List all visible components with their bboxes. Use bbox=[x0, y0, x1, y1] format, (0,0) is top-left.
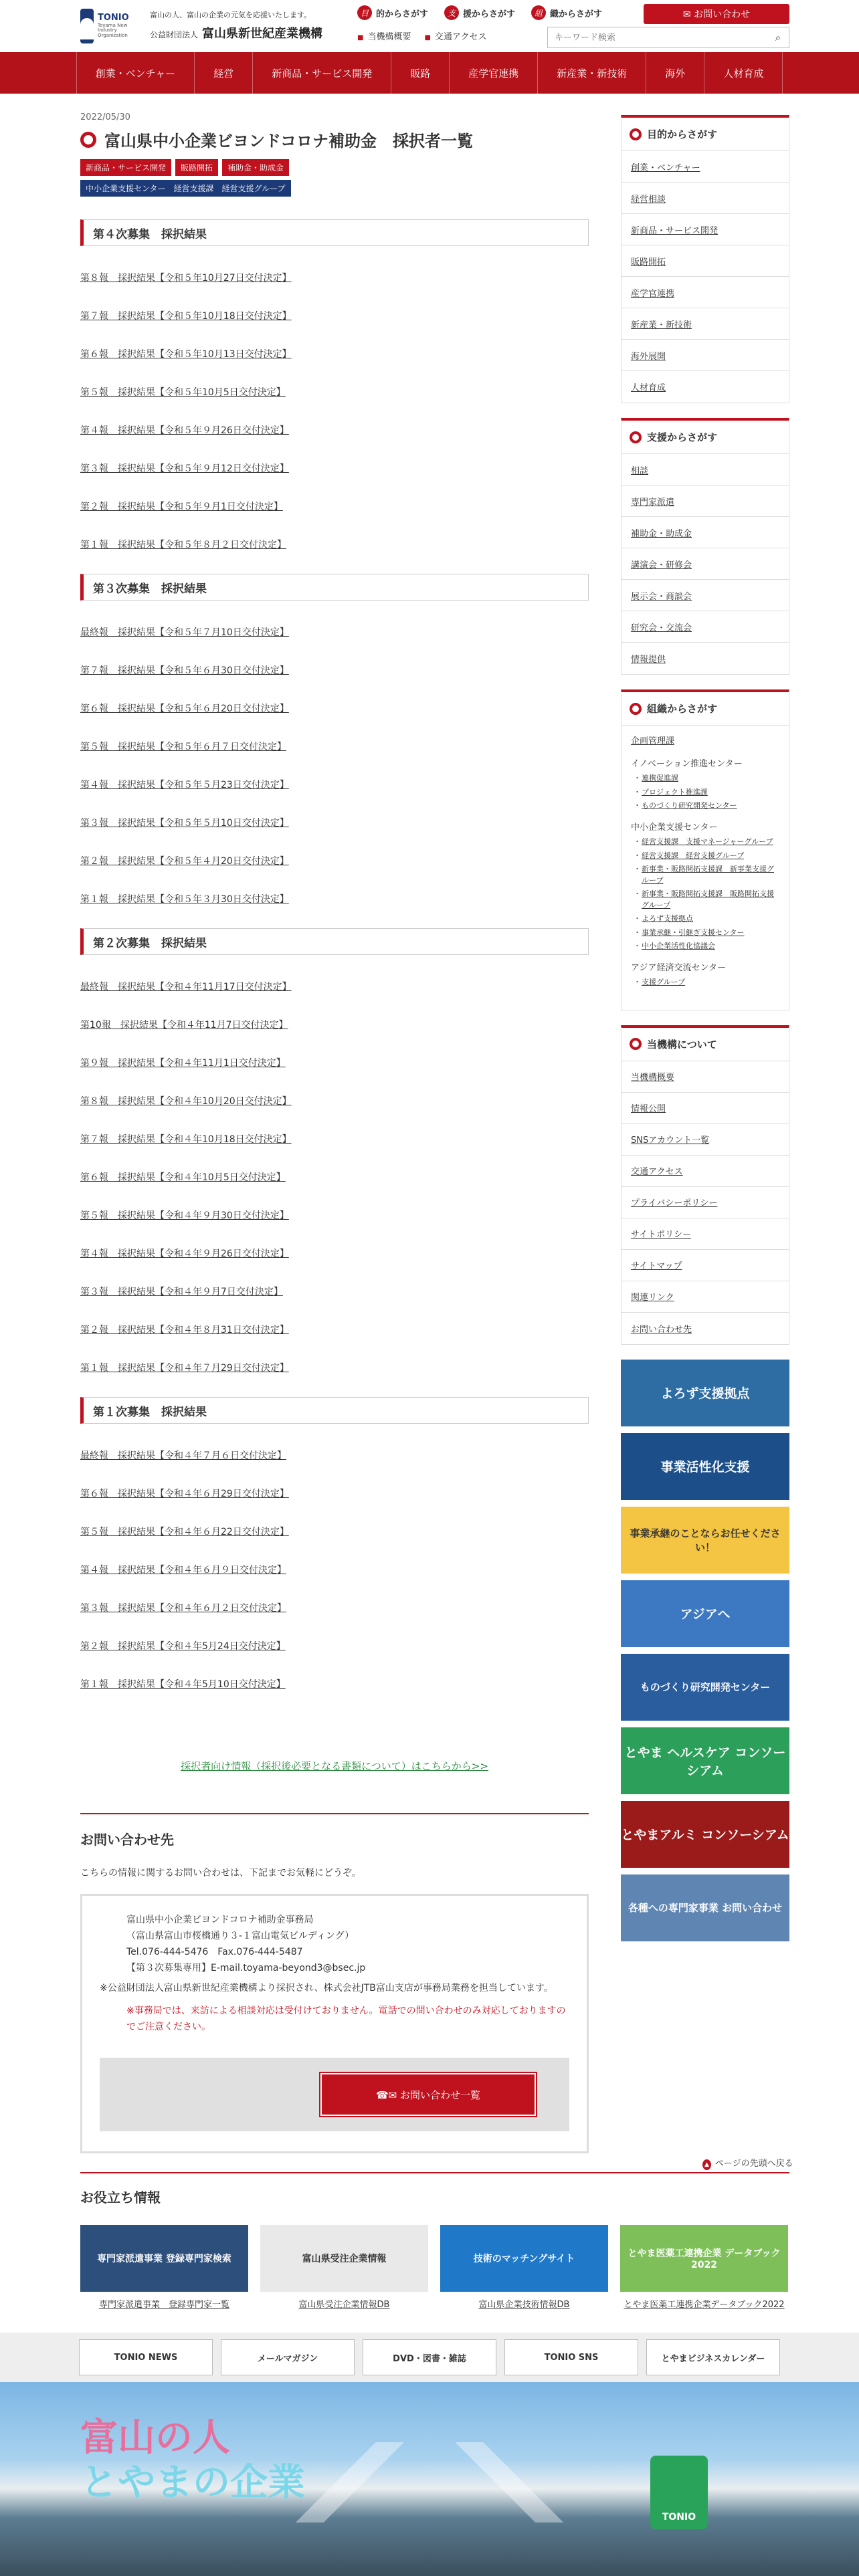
tagline: 富山の人、富山の企業の元気を応援いたします。 bbox=[150, 11, 312, 19]
main-content bbox=[80, 112, 589, 2153]
banner-yorozu[interactable]: よろず支援拠点 bbox=[621, 1360, 789, 1426]
tag[interactable]: 新商品・サービス開発 bbox=[80, 159, 171, 176]
sidebar-banners bbox=[621, 1360, 789, 1941]
org-tree bbox=[622, 726, 789, 1010]
useful-card-image: 専門家派遣事業 登録専門家検索 bbox=[80, 2225, 248, 2292]
result-link[interactable]: 第２報 採択結果【令和５年９月1日交付決定】 bbox=[80, 502, 283, 512]
post-date: 2022/05/30 bbox=[80, 112, 130, 122]
sidebar-link[interactable]: 研究会・交流会 bbox=[631, 623, 692, 633]
useful-card-caption[interactable]: とやま医薬工連携企業データブック2022 bbox=[624, 2300, 785, 2310]
footer-slogan: 富山の人 とやまの企業 bbox=[80, 2416, 305, 2505]
banner-business-calendar[interactable]: とやまビジネスカレンダー bbox=[646, 2339, 780, 2375]
gnav-sales[interactable]: 販路 bbox=[391, 52, 449, 94]
inquiry-button-area bbox=[100, 2058, 569, 2131]
sidebar-support bbox=[621, 418, 789, 675]
section-heading: 第１次募集 採択結果 bbox=[80, 1397, 589, 1424]
sidebar-item bbox=[622, 1281, 789, 1313]
inquiry-list-button[interactable]: ☎✉ お問い合わせ一覧 bbox=[320, 2073, 536, 2116]
sidebar-link[interactable]: 当機構概要 bbox=[631, 1073, 675, 1083]
tag[interactable]: 販路開拓 bbox=[175, 159, 218, 176]
list-item bbox=[80, 423, 589, 437]
bottom-banner-strip bbox=[0, 2333, 859, 2382]
useful-cards bbox=[80, 2225, 789, 2310]
sidebar-link[interactable]: 補助金・助成金 bbox=[631, 528, 692, 539]
banner-mail-magazine[interactable]: メールマガジン bbox=[221, 2339, 355, 2375]
useful-card-image: 技術のマッチングサイト bbox=[440, 2225, 608, 2292]
gnav-new-industry[interactable]: 新産業・新技術 bbox=[537, 52, 646, 94]
list-item bbox=[80, 740, 589, 753]
result-link[interactable]: 第４報 採択結果【令和４年９月26日交付決定】 bbox=[80, 1249, 289, 1259]
sidebar-item bbox=[622, 1187, 789, 1218]
org-sub-link[interactable]: ものづくり研究開発センター bbox=[642, 801, 737, 810]
list-item bbox=[80, 1170, 589, 1184]
search-box bbox=[547, 27, 789, 48]
result-link[interactable]: 第１報 採択結果【令和５年３月30日交付決定】 bbox=[80, 894, 289, 905]
back-to-top-link[interactable]: ▲ ページの先頭へ戻る bbox=[702, 2156, 793, 2169]
result-link[interactable]: 第４報 採択結果【令和５年９月26日交付決定】 bbox=[80, 425, 289, 436]
useful-card[interactable] bbox=[620, 2225, 788, 2310]
list-item bbox=[80, 1132, 589, 1146]
inquiry-warning: ※事務局では、来訪による相談対応は受付けておりません。電話での問い合わせのみ対応しておりますのでご注意ください。 bbox=[126, 2006, 566, 2032]
list-item bbox=[80, 1639, 589, 1652]
page-title: 富山県中小企業ビヨンドコロナ補助金 採択者一覧 bbox=[80, 128, 589, 151]
banner-aluminum[interactable]: とやまアルミ コンソーシアム bbox=[621, 1801, 789, 1868]
tag-list bbox=[80, 159, 321, 197]
list-item bbox=[80, 1056, 589, 1069]
sidebar-link[interactable]: 情報提供 bbox=[631, 655, 666, 665]
search-by-nav bbox=[357, 5, 603, 20]
list-item bbox=[80, 347, 589, 360]
useful-card[interactable] bbox=[80, 2225, 248, 2310]
result-link[interactable]: 第２報 採択結果【令和４年5月24日交付決定】 bbox=[80, 1641, 286, 1652]
sidebar-item bbox=[622, 1124, 789, 1156]
list-item bbox=[80, 538, 589, 551]
sidebar-link[interactable]: 販路開拓 bbox=[631, 257, 666, 267]
office-name: 富山県中小企業ビヨンドコロナ補助金事務局 bbox=[126, 1915, 314, 1925]
result-link[interactable]: 第４報 採択結果【令和４年６月９日交付決定】 bbox=[80, 1565, 286, 1576]
banner-tonio-sns[interactable]: TONIO SNS bbox=[504, 2339, 638, 2375]
list-item bbox=[80, 854, 589, 867]
result-list bbox=[80, 1448, 589, 1691]
sidebar-link[interactable]: 専門家派遣 bbox=[631, 497, 675, 508]
org-sub-link[interactable]: 新事業・販路開拓支援課 新事業支援グループ bbox=[642, 865, 774, 885]
sidebar-about bbox=[621, 1025, 789, 1345]
result-link[interactable]: 第１報 採択結果【令和４年７月29日交付決定】 bbox=[80, 1363, 289, 1374]
list-item bbox=[80, 1525, 589, 1538]
banner-dvd-books[interactable]: DVD・図書・雑誌 bbox=[363, 2339, 496, 2375]
list-item bbox=[80, 385, 589, 399]
office-email: 【第３次募集専用】E-mail.toyama-beyond3@bsec.jp bbox=[126, 1963, 366, 1973]
list-item bbox=[80, 816, 589, 829]
result-link[interactable]: 第５報 採択結果【令和５年６月７日交付決定】 bbox=[80, 742, 286, 752]
result-link[interactable]: 最終報 採択結果【令和４年７月６日交付決定】 bbox=[80, 1451, 286, 1461]
sidebar-item bbox=[622, 1313, 789, 1344]
search-icon[interactable]: ⌕ bbox=[775, 31, 781, 43]
sidebar-link[interactable]: 海外展開 bbox=[631, 351, 666, 362]
sidebar-link[interactable]: 相談 bbox=[631, 465, 649, 476]
inquiry-title: お問い合わせ先 bbox=[80, 1832, 174, 1848]
search-by-support-link[interactable]: 支 援からさがす bbox=[444, 5, 516, 20]
sidebar-item bbox=[622, 517, 789, 548]
result-link[interactable]: 最終報 採択結果【令和５年７月10日交付決定】 bbox=[80, 627, 289, 638]
result-link[interactable]: 第５報 採択結果【令和５年10月5日交付決定】 bbox=[80, 387, 286, 398]
sidebar-link[interactable]: サイトマップ bbox=[631, 1261, 682, 1271]
result-link[interactable]: 第６報 採択結果【令和５年10月13日交付決定】 bbox=[80, 349, 292, 360]
gnav-management[interactable]: 経営 bbox=[194, 52, 252, 94]
sidebar-link[interactable]: 情報公開 bbox=[631, 1104, 666, 1114]
list-item bbox=[80, 461, 589, 475]
tag[interactable]: 補助金・助成金 bbox=[222, 159, 289, 176]
access-link[interactable]: ■ 交通アクセス bbox=[424, 29, 486, 42]
result-link[interactable]: 第２報 採択結果【令和５年４月20日交付決定】 bbox=[80, 856, 289, 867]
result-link[interactable]: 第７報 採択結果【令和４年10月18日交付決定】 bbox=[80, 1134, 292, 1145]
sidebar bbox=[621, 115, 789, 1948]
sidebar-link[interactable]: 人材育成 bbox=[631, 383, 666, 393]
search-by-org-link[interactable]: 組 織からさがす bbox=[531, 5, 603, 20]
list-item bbox=[80, 625, 589, 639]
useful-card-image: とやま医薬工連携企業 データブック2022 bbox=[620, 2225, 788, 2292]
sidebar-item bbox=[622, 643, 789, 674]
list-item bbox=[80, 500, 589, 513]
search-input[interactable] bbox=[548, 27, 767, 47]
gnav-overseas[interactable]: 海外 bbox=[646, 52, 704, 94]
sidebar-link[interactable]: 講演会・研修会 bbox=[631, 560, 692, 570]
sidebar-link[interactable]: お問い合わせ先 bbox=[631, 1324, 692, 1335]
list-item bbox=[80, 1487, 589, 1500]
sidebar-item bbox=[622, 580, 789, 611]
result-link[interactable]: 第６報 採択結果【令和５年６月20日交付決定】 bbox=[80, 704, 289, 714]
adopter-info bbox=[80, 1759, 589, 1773]
contact-button[interactable]: ✉ お問い合わせ bbox=[644, 4, 789, 24]
sidebar-item bbox=[622, 277, 789, 308]
org-sub-link[interactable]: 経営支援課 支援マネージャーグループ bbox=[642, 837, 773, 846]
sidebar-item bbox=[622, 1093, 789, 1124]
org-link[interactable]: 企画管理課 bbox=[631, 736, 675, 746]
inquiry-section bbox=[80, 1813, 589, 2153]
list-item bbox=[80, 1208, 589, 1222]
result-link[interactable]: 第８報 採択結果【令和４年10月20日交付決定】 bbox=[80, 1096, 292, 1107]
list-item bbox=[80, 1563, 589, 1576]
useful-card[interactable] bbox=[440, 2225, 608, 2310]
global-nav bbox=[0, 52, 859, 94]
org-sub-link[interactable]: プロジェクト推進課 bbox=[642, 787, 708, 796]
header-links bbox=[357, 29, 487, 42]
result-link[interactable]: 第９報 採択結果【令和４年11月1日交付決定】 bbox=[80, 1058, 286, 1069]
sidebar-link[interactable]: 経営相談 bbox=[631, 194, 666, 205]
result-link[interactable]: 第３報 採択結果【令和４年６月２日交付決定】 bbox=[80, 1603, 286, 1614]
sidebar-link[interactable]: 関連リンク bbox=[631, 1293, 674, 1303]
sidebar-heading: 支援からさがす bbox=[622, 421, 789, 454]
banner-healthcare[interactable]: とやま ヘルスケア コンソーシアム bbox=[621, 1727, 789, 1794]
sidebar-link[interactable]: 新商品・サービス開発 bbox=[631, 225, 719, 236]
org-group bbox=[631, 821, 779, 952]
sidebar-item bbox=[622, 1218, 789, 1250]
banner-tonio-news[interactable]: TONIO NEWS bbox=[79, 2339, 213, 2375]
org-group bbox=[631, 962, 779, 988]
purpose-icon: 目 bbox=[357, 5, 372, 20]
section-heading: 第４次募集 採択結果 bbox=[80, 219, 589, 246]
result-link[interactable]: 第４報 採択結果【令和５年５月23日交付決定】 bbox=[80, 780, 289, 790]
banner-expert-inquiry[interactable]: 各種への専門家事業 お問い合わせ bbox=[621, 1874, 789, 1941]
org-group bbox=[631, 758, 779, 812]
useful-card-image: 富山県受注企業情報 bbox=[260, 2225, 428, 2292]
org-sub-link[interactable]: 支援グループ bbox=[642, 978, 686, 986]
site-header bbox=[0, 0, 859, 52]
result-link[interactable]: 第５報 採択結果【令和４年９月30日交付決定】 bbox=[80, 1210, 289, 1221]
site-logo[interactable] bbox=[80, 5, 142, 47]
tag[interactable]: 中小企業支援センター 経営支援課 経営支援グループ bbox=[80, 180, 291, 197]
list-item bbox=[80, 1677, 589, 1691]
org-sub-link[interactable]: 新事業・販路開拓支援課 販路開拓支援グループ bbox=[642, 889, 774, 909]
sidebar-item bbox=[622, 214, 789, 245]
sidebar-item bbox=[622, 1250, 789, 1281]
search-by-purpose-link[interactable]: 目 的からさがす bbox=[357, 5, 430, 20]
org-sub-link[interactable]: 経営支援課 経営支援グループ bbox=[642, 851, 745, 860]
result-list bbox=[80, 271, 589, 551]
banner-succession[interactable]: 事業承継のことならお任せください！ bbox=[621, 1507, 789, 1574]
sidebar-heading: 組織からさがす bbox=[622, 692, 789, 726]
list-item bbox=[80, 778, 589, 791]
list-item bbox=[80, 271, 589, 284]
logo-text: TONIO Toyama New Industry Organization bbox=[98, 13, 129, 38]
sidebar-item bbox=[622, 245, 789, 277]
contact-lines bbox=[100, 1912, 569, 1976]
sidebar-item bbox=[622, 183, 789, 214]
sidebar-link[interactable]: 交通アクセス bbox=[631, 1167, 683, 1177]
office-address: （富山県富山市桜橋通り３-１富山電気ビルディング） bbox=[126, 1931, 355, 1941]
list-item bbox=[80, 1448, 589, 1462]
gnav-startup[interactable]: 創業・ベンチャー bbox=[76, 52, 195, 94]
inquiry-lead: こちらの情報に関するお問い合わせは、下記までお気軽にどうぞ。 bbox=[80, 1868, 361, 1879]
useful-card-caption[interactable]: 富山県企業技術情報DB bbox=[478, 2300, 570, 2310]
gnav-product-dev[interactable]: 新商品・サービス開発 bbox=[252, 52, 391, 94]
result-link[interactable]: 第３報 採択結果【令和４年９月7日交付決定】 bbox=[80, 1287, 283, 1297]
result-link[interactable]: 第５報 採択結果【令和４年６月22日交付決定】 bbox=[80, 1527, 289, 1537]
useful-card-caption[interactable]: 専門家派遣事業 登録専門家一覧 bbox=[98, 2300, 229, 2310]
sidebar-item bbox=[622, 308, 789, 340]
banner-monozukuri[interactable]: ものづくり研究開発センター bbox=[621, 1654, 789, 1721]
result-link[interactable]: 第２報 採択結果【令和４年８月31日交付決定】 bbox=[80, 1325, 289, 1335]
list-item bbox=[80, 892, 589, 905]
banner-asia[interactable]: アジアへ bbox=[621, 1580, 789, 1647]
sidebar-item bbox=[622, 151, 789, 183]
sidebar-link[interactable]: サイトポリシー bbox=[631, 1230, 692, 1240]
sidebar-link[interactable]: 産学官連携 bbox=[631, 288, 675, 299]
list-item bbox=[80, 702, 589, 715]
list-item bbox=[80, 980, 589, 993]
org-group-name: イノベーション推進センター bbox=[631, 758, 743, 769]
org-name[interactable]: 公益財団法人 富山県新世紀産業機構 bbox=[150, 27, 323, 41]
org-sub-link[interactable]: 連携促進課 bbox=[642, 774, 678, 782]
list-item bbox=[80, 1285, 589, 1298]
adopter-info-link[interactable]: 採択者向け情報（採択後必要となる書類について）はこちらから>> bbox=[181, 1760, 488, 1772]
result-link[interactable]: 第８報 採択結果【令和５年10月27日交付決定】 bbox=[80, 273, 292, 284]
sidebar-org bbox=[621, 689, 789, 1010]
org-sub-link[interactable]: よろず支援拠点 bbox=[642, 914, 693, 923]
result-list bbox=[80, 625, 589, 905]
result-link[interactable]: 第６報 採択結果【令和４年６月29日交付決定】 bbox=[80, 1489, 289, 1499]
list-item bbox=[80, 1323, 589, 1336]
sidebar-purpose bbox=[621, 115, 789, 403]
result-link[interactable]: 第７報 採択結果【令和５年10月18日交付決定】 bbox=[80, 311, 292, 322]
result-link[interactable]: 第７報 採択結果【令和５年６月30日交付決定】 bbox=[80, 665, 289, 676]
gnav-hr[interactable]: 人材育成 bbox=[704, 52, 783, 94]
sidebar-item bbox=[622, 454, 789, 486]
list-item bbox=[80, 1018, 589, 1031]
result-link[interactable]: 第１報 採択結果【令和４年5月10日交付決定】 bbox=[80, 1679, 286, 1690]
footer-visual bbox=[0, 2382, 859, 2576]
section-heading: 第３次募集 採択結果 bbox=[80, 574, 589, 601]
result-link[interactable]: 第６報 採択結果【令和４年10月5日交付決定】 bbox=[80, 1172, 286, 1183]
sidebar-link[interactable]: 創業・ベンチャー bbox=[631, 163, 700, 173]
result-link[interactable]: 第10報 採択結果【令和４年11月7日交付決定】 bbox=[80, 1020, 288, 1031]
sidebar-link[interactable]: 新産業・新技術 bbox=[631, 320, 692, 330]
useful-card[interactable] bbox=[260, 2225, 428, 2310]
section-heading: 第２次募集 採択結果 bbox=[80, 928, 589, 955]
result-link[interactable]: 最終報 採択結果【令和４年11月17日交付決定】 bbox=[80, 982, 292, 992]
org-sub-link[interactable]: 事業承継・引継ぎ支援センター bbox=[642, 928, 745, 937]
sidebar-link[interactable]: プライバシーポリシー bbox=[631, 1198, 718, 1208]
org-sub-link[interactable]: 中小企業活性化協議会 bbox=[642, 942, 715, 950]
sidebar-heading: 当機構について bbox=[622, 1028, 789, 1061]
about-link[interactable]: ■ 当機構概要 bbox=[357, 29, 411, 42]
useful-card-caption[interactable]: 富山県受注企業情報DB bbox=[298, 2300, 390, 2310]
result-link[interactable]: 第３報 採択結果【令和５年５月10日交付決定】 bbox=[80, 818, 289, 829]
sidebar-link[interactable]: SNSアカウント一覧 bbox=[631, 1136, 710, 1146]
inquiry-note: ※公益財団法人富山県新世紀産業機構より採択され、株式会社JTB富山支店が事務局業務を担当しています。 bbox=[100, 1983, 553, 1994]
list-item bbox=[80, 663, 589, 677]
support-icon: 支 bbox=[444, 5, 459, 20]
sidebar-item bbox=[622, 340, 789, 371]
logo-mark-icon bbox=[80, 9, 94, 43]
sidebar-item bbox=[622, 371, 789, 403]
gnav-academia[interactable]: 産学官連携 bbox=[449, 52, 537, 94]
result-link[interactable]: 第３報 採択結果【令和５年９月12日交付決定】 bbox=[80, 463, 289, 474]
sidebar-item bbox=[622, 611, 789, 643]
list-item bbox=[80, 309, 589, 322]
org-icon: 組 bbox=[531, 5, 546, 20]
sidebar-item bbox=[622, 548, 789, 580]
list-item bbox=[80, 1094, 589, 1107]
footer-logo: TONIO bbox=[650, 2456, 708, 2529]
useful-info bbox=[80, 2172, 789, 2310]
list-item bbox=[80, 1247, 589, 1260]
sidebar-item bbox=[622, 486, 789, 517]
sidebar-heading: 目的からさがす bbox=[622, 118, 789, 151]
sidebar-item bbox=[622, 1156, 789, 1187]
org-group-name: 中小企業支援センター bbox=[631, 822, 718, 833]
sidebar-item bbox=[622, 1061, 789, 1093]
list-item bbox=[80, 1601, 589, 1614]
inquiry-box bbox=[80, 1894, 589, 2153]
result-list bbox=[80, 980, 589, 1374]
list-item bbox=[80, 1361, 589, 1374]
org-group-name: アジア経済交流センター bbox=[631, 962, 726, 973]
useful-title: お役立ち情報 bbox=[80, 2189, 161, 2206]
banner-revitalization[interactable]: 事業活性化支援 bbox=[621, 1433, 789, 1500]
sidebar-link[interactable]: 展示会・商談会 bbox=[631, 591, 692, 602]
office-phone: Tel.076-444-5476 Fax.076-444-5487 bbox=[126, 1947, 303, 1957]
result-link[interactable]: 第１報 採択結果【令和５年８月２日交付決定】 bbox=[80, 540, 286, 550]
